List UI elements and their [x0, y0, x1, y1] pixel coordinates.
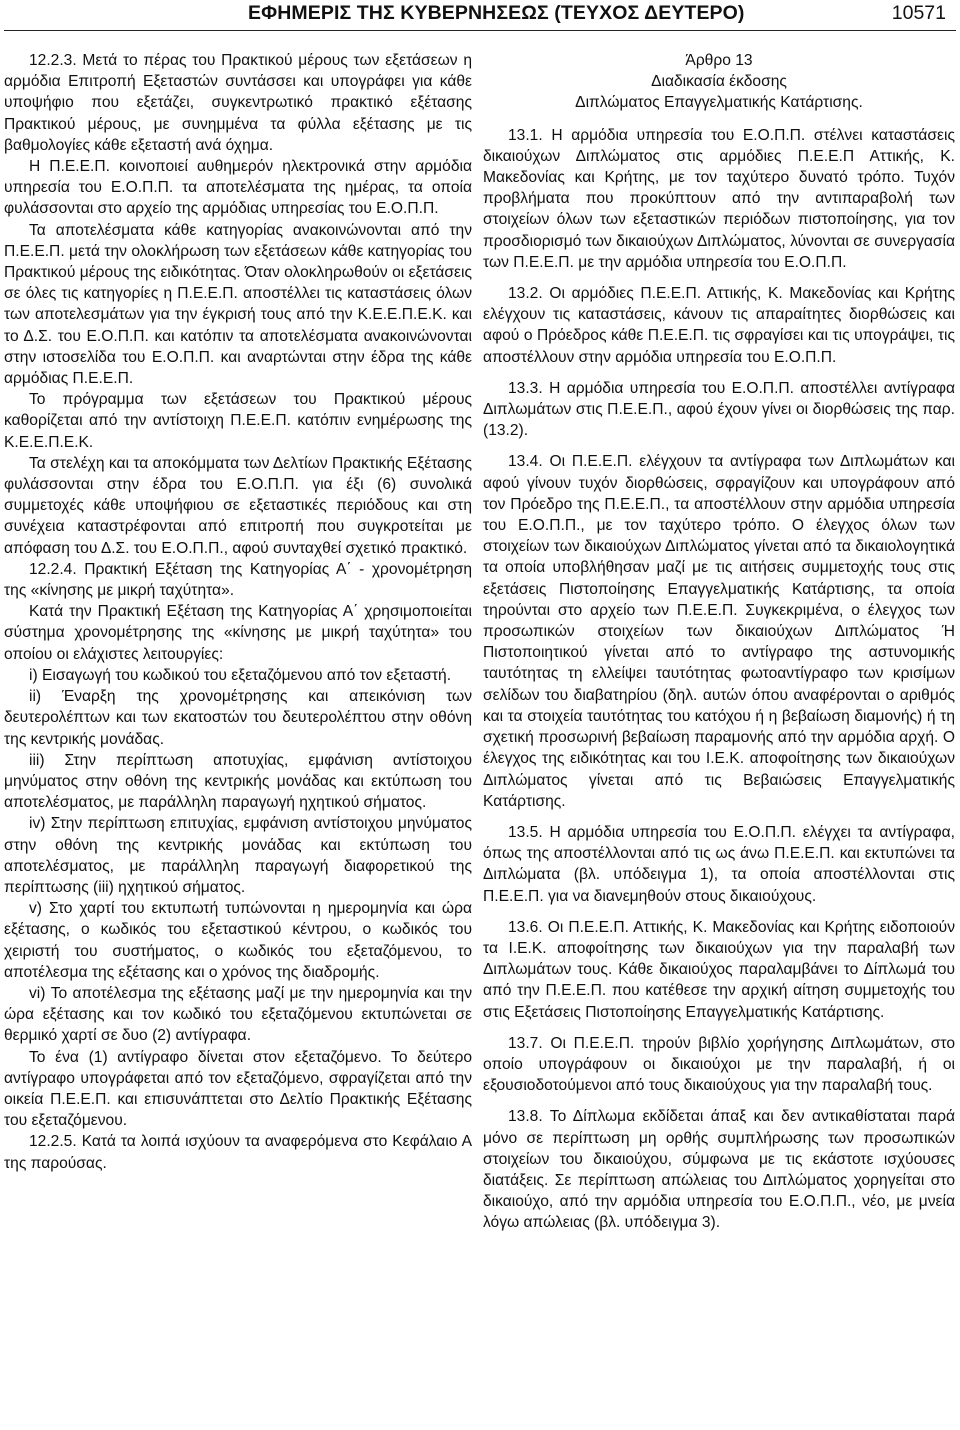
paragraph: 13.3. Η αρμόδια υπηρεσία του Ε.Ο.Π.Π. αποστέλλει αντίγραφα Διπλωμάτων στις Π.Ε.Ε.Π., αφού έχουν γίνει οι διορθώσεις της παρ. (13.2).	[483, 379, 955, 440]
paragraph: 13.2. Οι αρμόδιες Π.Ε.Ε.Π. Αττικής, Κ. Μακεδονίας και Κρήτης ελέγχουν τις καταστάσεις, κάνουν τις απαραίτητες διορθώσεις και αφού ο Πρόεδρος κάθε Π.Ε.Ε.Π. τις σφραγίσει και τις υπογράψει, τις αποστέλλουν στην αρμόδια υπηρεσία του Ε.Ο.Π.Π.	[483, 285, 955, 366]
paragraph: vi) Το αποτέλεσμα της εξέτασης μαζί με την ημερομηνία και την ώρα εξέτασης και τον κωδικό του εξεταζόμενου εκτυπώνεται σε θερμικό χαρτί σε δυο (2) αντίγραφα.	[4, 984, 472, 1045]
paragraph: Τα αποτελέσματα κάθε κατηγορίας ανακοινώνονται από την Π.Ε.Ε.Π. μετά την ολοκλήρωση των εξετάσεων κάθε κατηγορίας του Πρακτικού μέρους της ειδικότητας. Όταν ολοκληρωθούν οι εξετάσεις σε όλες τις κατηγορίες η Π.Ε.Ε.Π. αποστέλλει τις καταστάσεις όλων των αποτελεσμάτων για την έγκρισή τους από την Κ.Ε.Ε.Π.Ε.Κ. και το Δ.Σ. του Ε.Ο.Π.Π. και κατόπιν τα αποτελέσματα ανακοινώνονται στην ιστοσελίδα του Ε.Ο.Π.Π. και αναρτώνται στην έδρα της κάθε αρμόδιας Π.Ε.Ε.Π.	[4, 221, 472, 388]
article-number: Άρθρο 13	[685, 52, 753, 69]
paragraph: 13.8. Το Δίπλωμα εκδίδεται άπαξ και δεν αντικαθίσταται παρά μόνο σε περίπτωση μη ορθής συμπλήρωσης των προσωπικών στοιχείων του δικαιούχου, σύμφωνα με τις εκάστοτε ισχύουσες διατάξεις. Σε περίπτωση απώλειας του Διπλώματος χορηγείται στο δικαιούχο, από την αρμόδια υπηρεσία του Ε.Ο.Π.Π., νέο, με μνεία λόγω απώλειας (βλ. υπόδειγμα 3).	[483, 1108, 955, 1232]
paragraph: 13.7. Οι Π.Ε.Ε.Π. τηρούν βιβλίο χορήγησης Διπλωμάτων, στο οποίο υπογράφουν οι δικαιούχοι με την παραλαβή, ή οι εξουσιοδοτούμενοι από τους δικαιούχους για την παραλαβή τους.	[483, 1034, 955, 1095]
paragraph: Τα στελέχη και τα αποκόμματα των Δελτίων Πρακτικής Εξέτασης φυλάσσονται στην έδρα του Ε.Ο.Π.Π. για έξι (6) συνολικά συμμετοχές κάθε υποψήφιου σε εξεταστικές περιόδους και στη συνέχεια καταστρέφονται από επιτροπή που συγκροτείται με απόφαση του Δ.Σ. του Ε.Ο.Π.Π., αφού συνταχθεί σχετικό πρακτικό.	[4, 454, 472, 557]
right-column	[483, 50, 955, 1234]
paragraph: Η Π.Ε.Ε.Π. κοινοποιεί αυθημερόν ηλεκτρονικά στην αρμόδια υπηρεσία του Ε.Ο.Π.Π. τα αποτελέσματα της ημέρας, τα οποία φυλάσσονται στο αρχείο της αρμόδιας υπηρεσίας του Ε.Ο.Π.Π.	[4, 158, 472, 218]
paragraph: 12.2.4. Πρακτική Εξέταση της Κατηγορίας Α΄ - χρονομέτρηση της «κίνησης με μικρή ταχύτητα».	[4, 560, 472, 600]
paragraph: v) Στο χαρτί του εκτυπωτή τυπώνονται η ημερομηνία και ώρα εξέτασης, ο κωδικός του εξεταστικού κέντρου, ο κωδικός του χειριστή του συστήματος, ο κωδικός του εξεταζόμενου, το αποτέλεσμα της εξέτασης και ο χρόνος της διαδρομής.	[4, 900, 472, 981]
paragraph: Το ένα (1) αντίγραφο δίνεται στον εξεταζόμενο. Το δεύτερο αντίγραφο υπογράφεται από τον εξεταζόμενο, σφραγίζεται από την οικεία Π.Ε.Ε.Π. και επισυνάπτεται στο Δελτίο Πρακτικής Εξέτασης του εξεταζόμενου.	[4, 1048, 472, 1130]
paragraph: Κατά την Πρακτική Εξέταση της Κατηγορίας Α΄ χρησιμοποιείται σύστημα χρονομέτρησης της «κίνησης με μικρή ταχύτητα» του οποίου οι ελάχιστες λειτουργίες:	[4, 603, 472, 663]
article-title-line: Διπλώματος Επαγγελματικής Κατάρτισης.	[575, 94, 863, 112]
paragraph: 13.6. Οι Π.Ε.Ε.Π. Αττικής, Κ. Μακεδονίας και Κρήτης ειδοποιούν τα Ι.Ε.Κ. αποφοίτησης των δικαιούχων για την παραλαβή των Διπλωμάτων τους. Κάθε δικαιούχος παραλαμβάνει το Δίπλωμά του από την Π.Ε.Ε.Π. που κατέθεσε την αρχική αίτηση συμμετοχής του στις Εξετάσεις Πιστοποίησης Επαγγελματικής Κατάρτισης.	[483, 918, 955, 1021]
paragraph: Το πρόγραμμα των εξετάσεων του Πρακτικού μέρους καθορίζεται από την αντίστοιχη Π.Ε.Ε.Π. κατόπιν ενημέρωσης της Κ.Ε.Ε.Π.Ε.Κ.	[4, 391, 472, 451]
article-heading	[483, 50, 955, 114]
paragraph: ii) Έναρξη της χρονομέτρησης και απεικόνιση των δευτερολέπτων και των εκατοστών του δευτερολέπτου στην οθόνη της κεντρικής μονάδας.	[4, 688, 472, 748]
paragraph: 12.2.3. Μετά το πέρας του Πρακτικού μέρους των εξετάσεων η αρμόδια Επιτροπή Εξεταστών συντάσσει και υπογράφει για κάθε υποψήφιο που εξετάζει, συγκεντρωτικό πρακτικό εξέτασης Πρακτικού μέρους, με συνημμένα τα φύλλα εξέτασης με τις βαθμολογίες κάθε εξεταστή ανά όχημα.	[4, 52, 472, 154]
paragraph: i) Εισαγωγή του κωδικού του εξεταζόμενου από τον εξεταστή.	[29, 666, 452, 684]
paragraph: iv) Στην περίπτωση επιτυχίας, εμφάνιση αντίστοιχου μηνύματος στην οθόνη της κεντρικής μονάδας και εκτύπωση του αποτελέσματος, με παράλληλη παραγωγή διαφορετικού της περίπτωσης (iii) ηχητικού σήματος.	[4, 815, 472, 896]
paragraph: iii) Στην περίπτωση αποτυχίας, εμφάνιση αντίστοιχου μηνύματος στην οθόνη της κεντρικής μονάδας και εκτύπωση του αποτελέσματος, με παράλληλη παραγωγή ηχητικού σήματος.	[4, 751, 472, 812]
gazette-title: ΕΦΗΜΕΡΙΣ ΤΗΣ ΚΥΒΕΡΝΗΣΕΩΣ (ΤΕΥΧΟΣ ΔΕΥΤΕΡΟ)	[248, 2, 745, 24]
page-header	[0, 0, 960, 40]
paragraph: 13.1. Η αρμόδια υπηρεσία του Ε.Ο.Π.Π. στέλνει καταστάσεις δικαιούχων Διπλώματος στις αρμόδιες Π.Ε.Ε.Π Αττικής, Κ. Μακεδονίας και Κρήτης, με τον ταχύτερο δυνατό τρόπο. Τυχόν προβλήματα που προκύπτουν από την αντιπαραβολή των στοιχείων όλων των εξεταστικών περιόδων πιστοποίησης, για τον προσδιορισμό των δικαιούχων Διπλώματος, λύνονται σε συνεργασία των Π.Ε.Ε.Π. με την αρμόδια υπηρεσία του Ε.Ο.Π.Π.	[483, 126, 955, 271]
paragraph: 13.5. Η αρμόδια υπηρεσία του Ε.Ο.Π.Π. ελέγχει τα αντίγραφα, όπως της αποστέλλονται από τις ως άνω Π.Ε.Ε.Π. και εκτυπώνει τα Διπλώματα (βλ. υπόδειγμα 1), τα οποία αποστέλλονται στις Π.Ε.Ε.Π. για να διανεμηθούν στους δικαιούχους.	[483, 823, 955, 905]
article-title-line: Διαδικασία έκδοσης	[651, 73, 787, 91]
paragraph: 12.2.5. Κατά τα λοιπά ισχύουν τα αναφερόμενα στο Κεφάλαιο Α της παρούσας.	[4, 1133, 472, 1172]
page-number: 10571	[891, 2, 946, 24]
paragraph: 13.4. Οι Π.Ε.Ε.Π. ελέγχουν τα αντίγραφα των Διπλωμάτων και αφού γίνουν τυχόν διορθώσεις, σφραγίζουν και υπογράφουν από τον Πρόεδρο της Π.Ε.Ε.Π., τα αποστέλλουν στην αρμόδια υπηρεσία του Ε.Ο.Π.Π., με τον ταχύτερο τρόπο. Ο έλεγχος όλων των στοιχείων των δικαιούχων Διπλώματος γίνεται από τα δικαιολογητικά τα οποία υποβλήθησαν μαζί με τις αιτήσεις συμμετοχής τους στις εξετάσεις Πιστοποίησης Επαγγελματικής Κατάρτισης, τα οποία τηρούνται στο αρχείο των Π.Ε.Ε.Π. Συγκεκριμένα, ο έλεγχος των προσωπικών στοιχείων των δικαιούχων Διπλώματος Ή Πιστοποιητικού γίνεται από το αντίγραφο της αστυνομικής ταυτότητας τη ελλείψει ταυτότητας φωτοαντίγραφο των κρισίμων σελίδων του διαβατηρίου (δηλ. αυτών όπου αναφέρονται ο αριθμός και τα στοιχεία ταυτότητας του κατόχου ή η βεβαίωση διαμονής) ή τη σχετική προσωρινή βεβαίωση παραμονής από την αρμόδια αρχή. Ο έλεγχος της ειδικότητας και του Ι.Ε.Κ. αποφοίτησης των δικαιούχων Διπλώματος γίνεται από τις Βεβαιώσεις Επαγγελματικής Κατάρτισης.	[483, 453, 955, 810]
left-column	[4, 50, 472, 1174]
header-divider	[4, 30, 956, 31]
